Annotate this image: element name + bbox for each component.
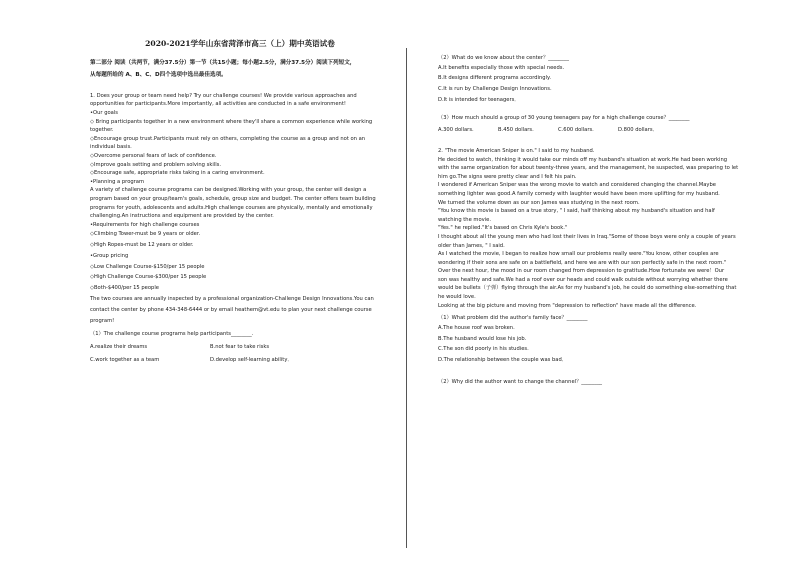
text-line: ◇High Ropes-must be 12 years or older.	[90, 242, 194, 249]
question-4-options	[438, 323, 773, 366]
option-d[interactable]: D.It is intended for teenagers．	[438, 96, 520, 103]
option-b[interactable]: B.It designs different programs accordingly.	[438, 75, 551, 82]
option-b[interactable]: B.450 dollars.	[498, 127, 534, 134]
passage-1	[90, 92, 390, 230]
text-line: watching the movie.	[438, 216, 492, 223]
text-line: ◇Low Challenge Course-$150/per 15 people	[90, 263, 205, 270]
text-line: together.	[90, 127, 114, 134]
question-5: （2）Why did the author want to change the channel？________	[438, 379, 603, 386]
text-line: ◇Overcome personal fears of lack of confidence.	[90, 152, 217, 159]
text-line: "You know this movie is based on a true story, " I said, half thinking about my husband's situation and half	[438, 208, 715, 215]
text-line: Over the next hour, the mood in our room changed from depression to gratitude.How fortunate we were！Our	[438, 268, 725, 275]
text-line: program!	[90, 317, 115, 324]
text-line: contact the center by phone 434-348-6444 or by email heathem@vt.edu to plan your next challenge course	[90, 306, 372, 313]
column-divider	[406, 48, 407, 548]
option-b[interactable]: B.The husband would lose his job.	[438, 335, 527, 342]
text-line: older than James, " I said.	[438, 242, 505, 249]
option-a[interactable]: A.The house roof was broken.	[438, 324, 515, 331]
text-line: "Yes." he replied."It's based on Chris Kyle's book."	[438, 225, 568, 232]
text-line: program based on your group/team's goals, schedule, group size and budget. The center offers team building	[90, 195, 376, 202]
question-2: （2）What do we know about the center？________	[438, 55, 569, 61]
text-line: would be bullets（子弹）flying through the air.As for my husband's job, he could do something else-something that	[438, 285, 737, 292]
text-line: programs for youth, adolescents and adults.High challenge courses are physically, mentally and emotionally	[90, 204, 373, 211]
option-d[interactable]: D.800 dollars．	[618, 127, 658, 134]
text-line: A variety of challenge course programs can be designed.Working with your group, the center will design a	[90, 187, 367, 194]
right-column	[438, 54, 773, 387]
text-line: something lighter was good.A family comedy with laughter would have been more uplifting for my husband.	[438, 190, 720, 197]
option-a[interactable]: A.realize their dreams	[90, 344, 148, 351]
text-line: 2. "The movie American Sniper is on." I said to my husband.	[438, 147, 595, 154]
text-line: ◇Both-$400/per 15 people	[90, 285, 159, 292]
text-line: •Our goals	[90, 109, 119, 116]
option-c[interactable]: C.It is run by Challenge Design Innovations.	[438, 86, 552, 93]
text-line: We turned the volume down as our son James was studying in the next room.	[438, 199, 640, 206]
text-line: ◇Improve goals setting and problem solving skills.	[90, 161, 222, 168]
section-heading: 第二部分 阅读（共两节，满分37.5分）第一节（共15小题；每小题2.5分，满分37.5分）阅读下列短文，	[90, 59, 356, 66]
text-line: I wondered if American Sniper was the wrong movie to watch and considered changing the channel.Maybe	[438, 182, 716, 189]
text-line: wondering if their sons are safe on a battlefield, and here we are with our son perfectly safe in the next room."	[438, 259, 727, 266]
text-line: with the same organization for about twenty-three years, and the management, he suspected, was preparing to let	[438, 165, 739, 172]
text-line: son was healthy and safe.We had a roof over our heads and could walk outside without worrying whether there	[438, 276, 728, 283]
text-line: challenging.An instructions and equipment are provided by the center.	[90, 213, 274, 220]
text-line: As I watched the movie, I began to realize how small our problems really were."You know, other couples are	[438, 251, 719, 258]
option-c[interactable]: C.The son did poorly in his studies.	[438, 346, 529, 353]
text-line: ◇ Bring participants together in a new environment where they'll share a common experience while working	[90, 118, 373, 125]
section-instruction: 从每题所给的 A、B、C、D四个选项中选出最佳选项。	[90, 72, 227, 79]
option-a[interactable]: A.300 dollars.	[438, 127, 474, 134]
passage-2	[438, 147, 773, 310]
question-4: （1）What problem did the author's family face？________	[438, 315, 588, 322]
question-2-options	[438, 63, 773, 106]
page-title: 2020-2021学年山东省菏泽市高三（上）期中英语试卷	[145, 39, 335, 48]
text-line: him go.The signs were pretty clear and I felt his pain.	[438, 173, 577, 180]
text-line: individual basis.	[90, 144, 132, 151]
text-line: •Requirements for high challenge courses	[90, 221, 200, 228]
option-b[interactable]: B.not fear to take risks	[210, 344, 270, 351]
option-d[interactable]: D.The relationship between the couple was bad．	[438, 357, 567, 364]
text-line: 1. Does your group or team need help? Try our challenge courses! We provide various approaches and	[90, 92, 357, 99]
question-1: （1）The challenge course programs help participants________.	[90, 331, 254, 338]
option-a[interactable]: A.It benefits especially those with special needs.	[438, 64, 565, 71]
text-line: •Planning a program	[90, 178, 145, 185]
question-3: （3）How much should a group of 30 young teenagers pay for a high challenge course？________	[438, 114, 690, 121]
option-c[interactable]: C.600 dollars.	[558, 127, 594, 134]
text-line: he would love.	[438, 294, 476, 301]
text-line: ◇High Challenge Course-$300/per 15 people	[90, 274, 207, 281]
text-line: opportunities for participants.More importantly, all activities are conducted in a safe environment!	[90, 101, 346, 108]
left-column	[90, 40, 390, 364]
option-d[interactable]: D.develop self-learning ability．	[210, 356, 293, 363]
text-line: ◇Encourage group trust.Participants must rely on others, completing the course as a group and not on an	[90, 135, 366, 142]
text-line: ◇Climbing Tower-must be 9 years or older.	[90, 231, 201, 238]
text-line: •Group pricing	[90, 252, 129, 259]
question-1-options-row-1	[90, 343, 390, 352]
passage-1-details	[90, 229, 390, 326]
text-line: The two courses are annually inspected by a professional organization-Challenge Design Innovations.You can	[90, 296, 374, 303]
text-line: He decided to watch, thinking it would take our minds off my husband's situation at work.He had been working	[438, 156, 728, 163]
text-line: I thought about all the young men who had lost their lives in Iraq."Some of those boys were only a couple of years	[438, 233, 736, 240]
question-1-options-row-2	[90, 356, 390, 365]
option-c[interactable]: C.work together as a team	[90, 356, 160, 363]
text-line: ◇Encourage safe, appropriate risks taking in a caring environment.	[90, 170, 265, 177]
question-3-options	[438, 126, 773, 135]
text-line: Looking at the big picture and moving from "depression to reflection" have made all the difference.	[438, 302, 697, 309]
